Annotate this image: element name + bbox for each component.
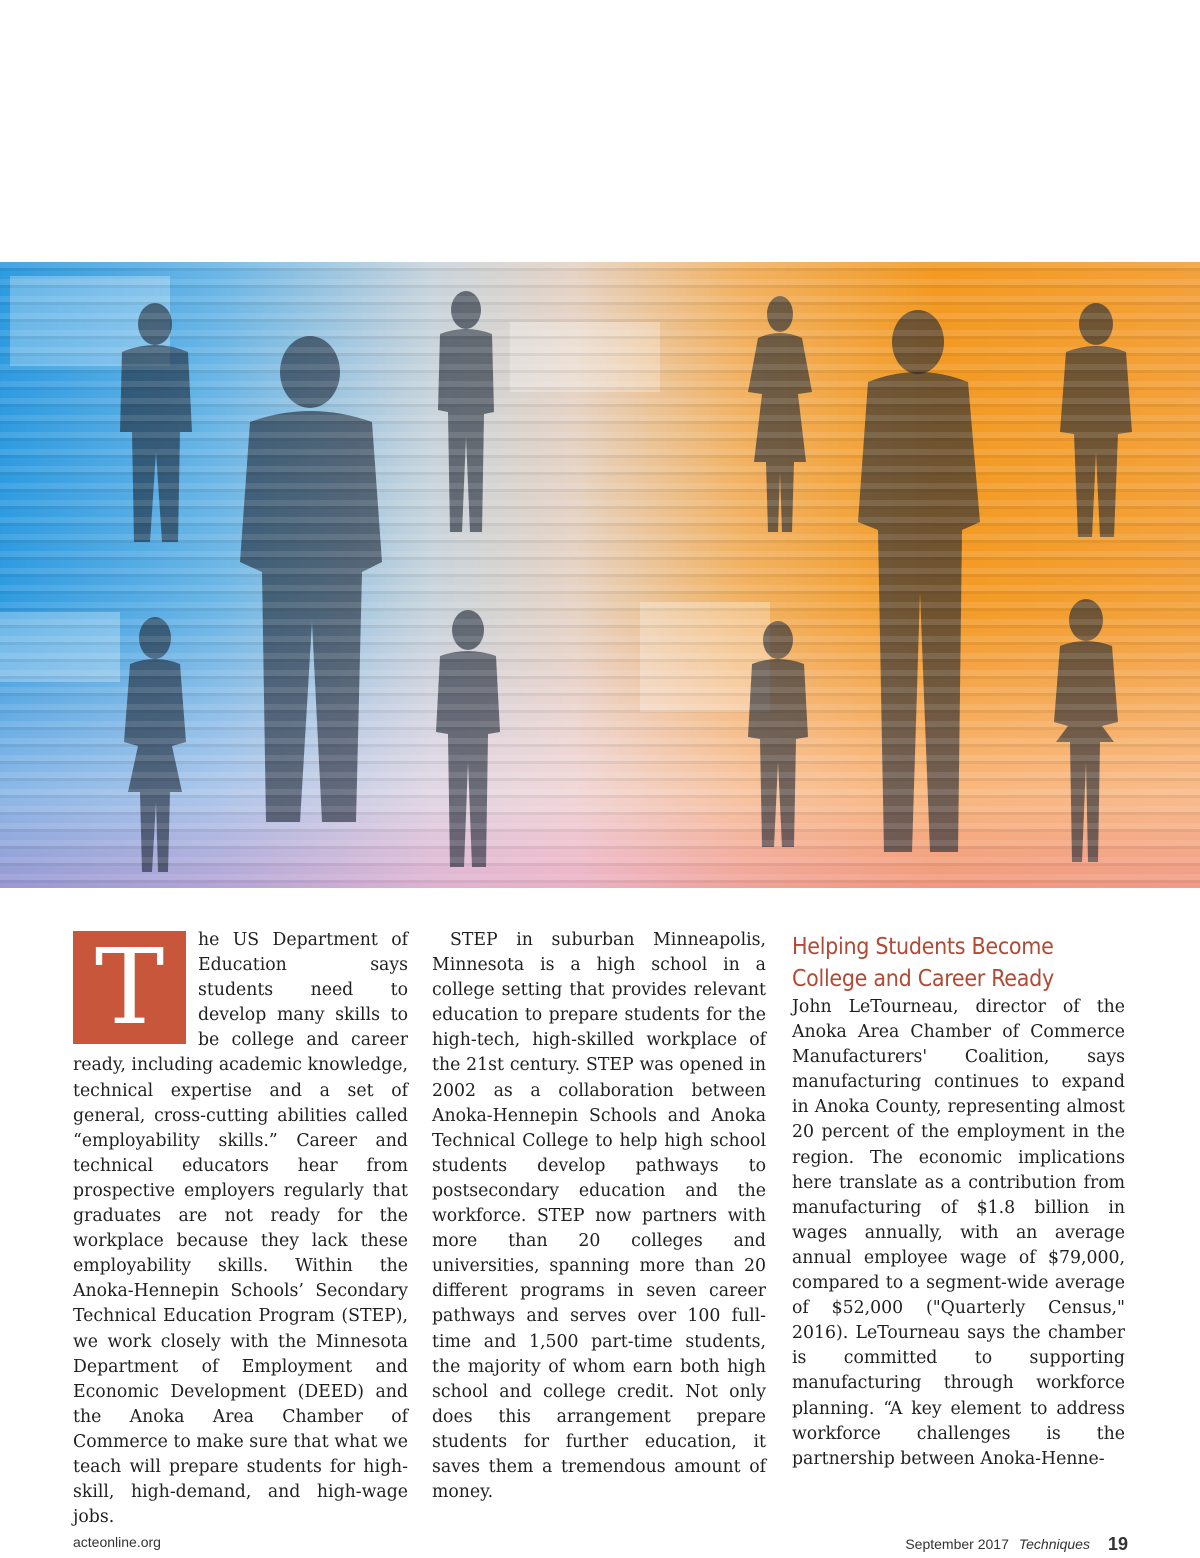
hero-scanlines bbox=[0, 262, 1200, 888]
article-column-1 bbox=[73, 928, 408, 1530]
footer-date: September 2017 bbox=[905, 1536, 1009, 1552]
intro-text: he US Department of Education says students need to develop many skills to be college and career ready, including academic knowledge, technical expertise and a set of general, cross-cutting abilities called “employability skills.” Career and technical educators hear from prospective employers regularly that graduates are not ready for the workplace because they lack these employability skills. Within the Anoka-Hennepin Schools’ Secondary Technical Education Program (STEP), we work closely with the Minnesota Department of Employment and Economic Development (DEED) and the Anoka Area Chamber of Commerce to make sure that what we teach will prepare students for high-skill, high-demand, and high-wage jobs. bbox=[73, 930, 408, 1528]
article-column-2 bbox=[432, 928, 766, 1505]
section-subhead: Helping Students Become College and Career Ready bbox=[792, 934, 1054, 992]
article-column-3 bbox=[792, 928, 1125, 1472]
footer-right bbox=[905, 1534, 1128, 1555]
step-paragraph: STEP in suburban Minneapolis, Minnesota is a high school in a college setting that provides relevant education to prepare students for the high-tech, high-skilled workplace of the 21st century. STEP was opened in 2002 as a collaboration between Anoka-Hennepin Schools and Anoka Technical College to help high school students develop pathways to postsecondary education and the workforce. STEP now partners with more than 20 colleges and universities, spanning more than 20 different programs in seven career pathways and serves over 100 full-time and 1,500 part-time students, the majority of whom earn both high school and college credit. Not only does this arrangement prepare students for further education, it saves them a tremendous amount of money. bbox=[432, 930, 766, 1503]
letourneau-paragraph: John LeTourneau, director of the Anoka Area Chamber of Commerce Manufacturers' Coalition, says manufacturing continues to expand in Anoka County, representing almost 20 percent of the employment in the region. The economic implications here translate as a contribution from manufacturing of $1.8 billion in wages annually, with an average annual employee wage of $79,000, compared to a segment-wide average of $52,000 ("Quarterly Census," 2016). LeTourneau says the chamber is committed to supporting manufacturing through workforce planning. “A key element to address workforce challenges is the partnership between Anoka-Henne- bbox=[792, 997, 1125, 1469]
page-number: 19 bbox=[1107, 1534, 1128, 1554]
hero-image bbox=[0, 262, 1200, 888]
intro-paragraph bbox=[73, 928, 408, 1530]
footer-site: acteonline.org bbox=[73, 1534, 161, 1550]
drop-cap: T bbox=[73, 931, 186, 1044]
footer-publication: Techniques bbox=[1018, 1536, 1090, 1552]
